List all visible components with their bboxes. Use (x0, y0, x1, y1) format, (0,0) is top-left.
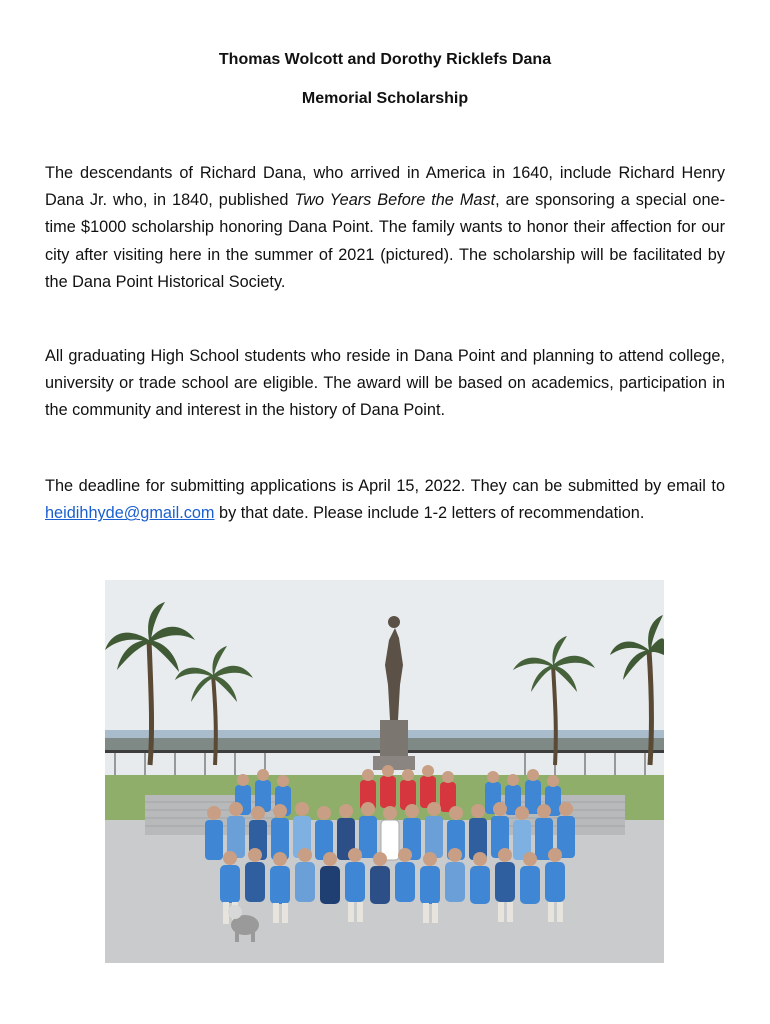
group-photo-image (105, 580, 664, 963)
paragraph-deadline (45, 473, 725, 527)
document-title: Thomas Wolcott and Dorothy Ricklefs Dana (218, 51, 552, 68)
paragraph-intro-text-start: The descendants of Richard Dana, who arrived in America in 1640, include Richard Henry Dana Jr. who, in 1840, published (45, 164, 725, 210)
group-photo (105, 580, 664, 963)
email-link[interactable]: heidihhyde@gmail.com (45, 504, 215, 523)
paragraph-intro-text-end: , are sponsoring a special one-time $1000 scholarship honoring Dana Point. The family wants to honor their affection for our city after visiting here in the summer of 2021 (pictured). The scholarship will be facilitated by the Dana Point Historical Society. (45, 191, 725, 291)
document-subtitle: Memorial Scholarship (301, 90, 469, 107)
paragraph-eligibility: All graduating High School students who reside in Dana Point and planning to attend college, university or trade school are eligible. The award will be based on academics, participation in the community and interest in the history of Dana Point. (45, 347, 725, 420)
paragraph-intro (45, 160, 725, 296)
paragraph-deadline-text-end: by that date. Please include 1-2 letters of recommendation. (214, 504, 645, 523)
paragraph-deadline-text-start: The deadline for submitting applications is April 15, 2022. They can be submitted by email to (45, 477, 725, 495)
book-title: Two Years Before the Mast (294, 191, 496, 210)
